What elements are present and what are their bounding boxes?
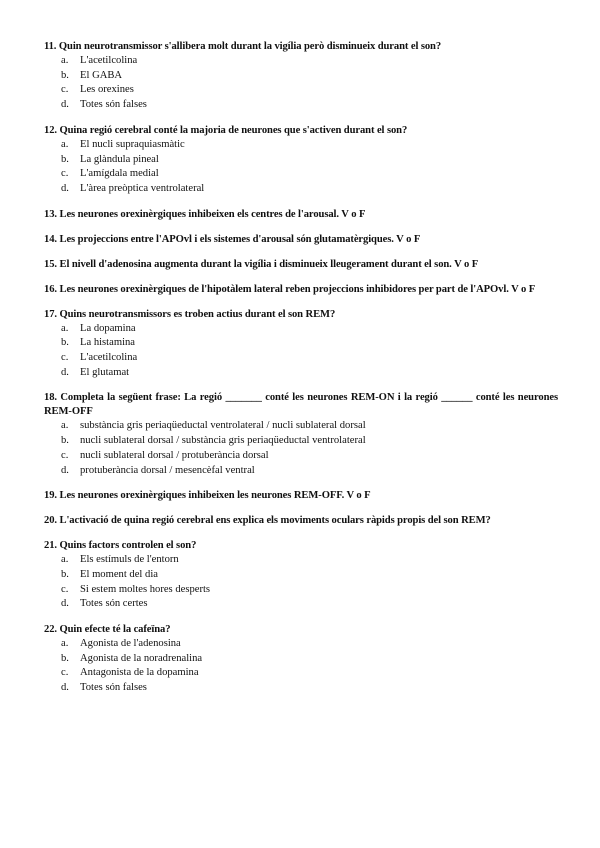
answer-option (44, 434, 558, 449)
answer-option (44, 182, 558, 197)
option-text: substància gris periaqüeductal ventrolateral / nucli sublateral dorsal (80, 420, 366, 432)
option-text: Totes són falses (80, 682, 147, 694)
answer-options (44, 637, 558, 696)
option-letter: c. (61, 583, 69, 595)
question-text: 18. Completa la següent frase: La regió _______ conté les neurones REM-ON i la regió ______ conté les neurones REM-OFF (44, 392, 558, 418)
option-letter: d. (61, 366, 69, 378)
answer-option (44, 351, 558, 366)
answer-options (44, 138, 558, 197)
option-letter: a. (61, 638, 69, 650)
question-text: 13. Les neurones orexinèrgiques inhibeixen els centres de l'arousal. V o F (44, 208, 366, 220)
option-text: La glàndula pineal (80, 153, 159, 165)
option-text: Totes són falses (80, 99, 147, 111)
option-letter: a. (61, 554, 69, 566)
question-text: 21. Quins factors controlen el son? (44, 540, 197, 552)
question-20 (44, 514, 558, 528)
question-16 (44, 283, 558, 297)
option-letter: c. (61, 352, 69, 364)
option-letter: c. (61, 449, 69, 461)
option-letter: a. (61, 420, 69, 432)
option-letter: c. (61, 168, 69, 180)
option-text: Els estímuls de l'entorn (80, 554, 179, 566)
question-17 (44, 308, 558, 381)
question-text: 16. Les neurones orexinèrgiques de l'hipotàlem lateral reben projeccions inhibidores per part de l'APOvl. V o F (44, 283, 536, 295)
option-text: L'acetilcolina (80, 55, 138, 66)
option-text: La dopamina (80, 322, 136, 334)
answer-option (44, 153, 558, 168)
answer-options (44, 553, 558, 612)
answer-option (44, 419, 558, 434)
answer-option (44, 167, 558, 182)
answer-option (44, 681, 558, 696)
question-text: 19. Les neurones orexinèrgiques inhibeixen les neurones REM-OFF. V o F (44, 490, 371, 502)
question-text: 12. Quina regió cerebral conté la majoria de neurones que s'activen durant el son? (44, 124, 408, 136)
option-text: Agonista de la noradrenalina (80, 652, 203, 664)
option-letter: d. (61, 464, 69, 476)
question-19 (44, 489, 558, 503)
option-text: L'àrea preòptica ventrolateral (80, 182, 205, 194)
option-text: protuberància dorsal / mesencèfal ventral (80, 464, 255, 476)
option-text: La histamina (80, 337, 136, 349)
option-letter: d. (61, 682, 69, 694)
answer-option (44, 336, 558, 351)
answer-options (44, 322, 558, 381)
answer-option (44, 583, 558, 598)
option-text: Totes són certes (80, 598, 148, 610)
answer-option (44, 138, 558, 153)
question-text: 14. Les projeccions entre l'APOvl i els sistemes d'arousal són glutamatèrgiques. V o F (44, 233, 421, 245)
answer-option (44, 83, 558, 98)
option-letter: d. (61, 99, 69, 111)
option-letter: b. (61, 337, 69, 349)
answer-option (44, 366, 558, 381)
option-text: Les orexines (80, 84, 134, 96)
option-letter: a. (61, 138, 69, 150)
answer-options (44, 419, 558, 478)
question-22 (44, 623, 558, 696)
option-letter: d. (61, 598, 69, 610)
option-text: Si estem moltes hores desperts (80, 583, 211, 595)
option-text: L'acetilcolina (80, 352, 138, 364)
option-text: El moment del dia (80, 568, 158, 580)
option-text: El GABA (80, 69, 123, 81)
option-letter: b. (61, 652, 69, 664)
answer-option (44, 637, 558, 652)
question-15 (44, 258, 558, 272)
option-letter: b. (61, 153, 69, 165)
option-letter: b. (61, 69, 69, 81)
answer-option (44, 464, 558, 479)
question-text: 17. Quins neurotransmissors es troben actius durant el son REM? (44, 308, 336, 320)
option-text: Agonista de l'adenosina (80, 638, 181, 650)
question-14 (44, 233, 558, 247)
question-list (44, 40, 558, 707)
answer-option (44, 69, 558, 84)
answer-option (44, 597, 558, 612)
option-text: Antagonista de la dopamina (80, 667, 199, 679)
answer-option (44, 652, 558, 667)
option-letter: b. (61, 568, 69, 580)
option-letter: c. (61, 84, 69, 96)
option-text: El glutamat (80, 366, 130, 378)
option-letter: c. (61, 667, 69, 679)
question-11 (44, 40, 558, 113)
answer-option (44, 54, 558, 69)
question-13 (44, 208, 558, 222)
question-12 (44, 124, 558, 197)
option-text: L'amígdala medial (80, 168, 159, 180)
answer-option (44, 449, 558, 464)
answer-options (44, 54, 558, 113)
option-letter: a. (61, 322, 69, 334)
option-letter: a. (61, 55, 69, 66)
question-18 (44, 391, 558, 478)
option-text: El nucli supraquiasmàtic (80, 138, 185, 150)
question-21 (44, 539, 558, 612)
question-text: 20. L'activació de quina regió cerebral ens explica els moviments oculars ràpids propis del son REM? (44, 515, 491, 527)
option-text: nucli sublateral dorsal / substància gris periaqüeductal ventrolateral (80, 435, 366, 447)
answer-option (44, 98, 558, 113)
question-text: 22. Quin efecte té la cafeïna? (44, 624, 171, 636)
answer-option (44, 322, 558, 337)
answer-option (44, 568, 558, 583)
answer-option (44, 553, 558, 568)
question-text: 15. El nivell d'adenosina augmenta durant la vigília i disminueix lleugerament durant el son. V o F (44, 258, 479, 270)
option-letter: b. (61, 435, 69, 447)
option-text: nucli sublateral dorsal / protuberància dorsal (80, 449, 269, 461)
option-letter: d. (61, 182, 69, 194)
question-text: 11. Quin neurotransmissor s'allibera molt durant la vigília però disminueix durant el son? (44, 41, 442, 52)
answer-option (44, 666, 558, 681)
